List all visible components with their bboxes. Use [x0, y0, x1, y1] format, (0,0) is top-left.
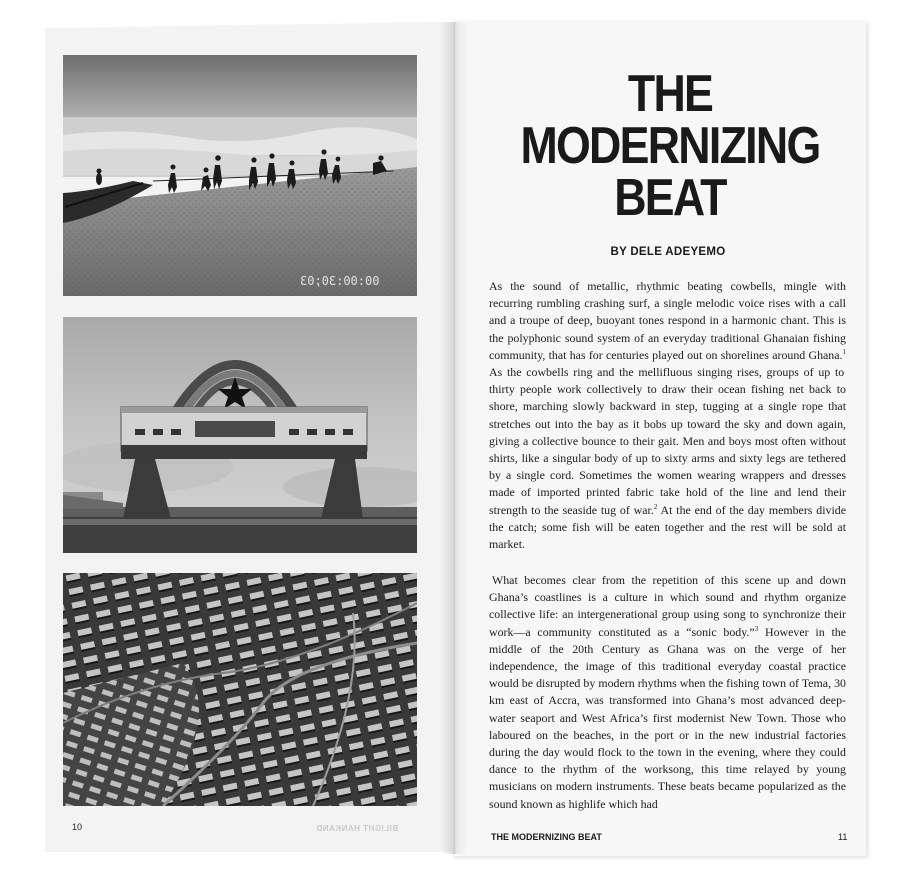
body-paragraph-2 [489, 572, 846, 813]
title-line: MODERNIZING [520, 117, 820, 175]
show-through-text: BILIGHT HANKAND [316, 824, 399, 833]
independence-arch-photo [63, 317, 417, 553]
body-paragraph-1 [489, 278, 846, 553]
video-timecode: 00:00:30;03 [299, 274, 379, 288]
paragraph-text: As the cowbells ring and the mellifluous singing rises, groups of up to thirty people work collectively to draw their ocean fishing net back to shore, marching slowly backward in step, tugging at a single rope that stretches out into the bay as it bobs up toward the sky and down again, giving a collective bounce to their gait. Men and boys most often without shirts, like a singular body of up to sixty arms and sixty legs are tethered by a single cord. Sometimes the women wearing wrappers and dresses made of imported printed fabric take hold of the line and lend their strength to the seaside tug of war. [489, 365, 846, 517]
footnote-marker: 2 [653, 502, 658, 511]
title-line: BEAT [614, 169, 726, 227]
running-head: THE MODERNIZING BEAT [491, 832, 602, 842]
title-line: THE [627, 65, 713, 123]
author-byline: BY DELE ADEYEMO [610, 246, 726, 258]
paragraph-text: As the sound of metallic, rhythmic beating cowbells, mingle with recurring rumbling crashing surf, a single melodic voice rises with a call and a troupe of deep, buoyant tones respond in a harmonic chant. This is the polyphonic sound system of an everyday traditional Ghanaian fishing community, that has for centuries played out on shorelines around Ghana. [489, 279, 846, 362]
paragraph-text: What becomes clear from the repetition of this scene up and down Ghana’s coastlines is a culture in which sound and rhythm organize collective life: an intergenerational group using song to synchronize their work—a community constituted as a “sonic body.” [489, 573, 846, 639]
article-title [507, 65, 834, 227]
tema-new-town-aerial-photo [63, 573, 417, 806]
right-page-number: 11 [838, 832, 848, 842]
footnote-marker: 3 [754, 624, 759, 633]
paragraph-text: At the end of the day members divide the catch; some fish will be eaten together and the rest will be sold at market. [489, 502, 847, 552]
fishermen-hauling-net-photo [63, 55, 417, 296]
footnote-marker: 1 [842, 347, 846, 356]
paragraph-text: However in the middle of the 20th Century as Ghana was on the verge of her independence, the image of this traditional everyday coastal practice would be disrupted by modern rhythms when the fishing town of Tema, 30 km east of Accra, was transformed into Ghana’s most advanced deep-water seaport and West Africa’s first modernist New Town. Those who laboured on the beaches, in the port or in the new industrial factories during the day would flock to the town in the evening, where they could dance to the rhythm of the worksong, this time relayed by young musicians on modern instruments. These beats became popularized as the sound known as highlife which had [489, 624, 846, 811]
left-page-number: 10 [72, 822, 83, 832]
